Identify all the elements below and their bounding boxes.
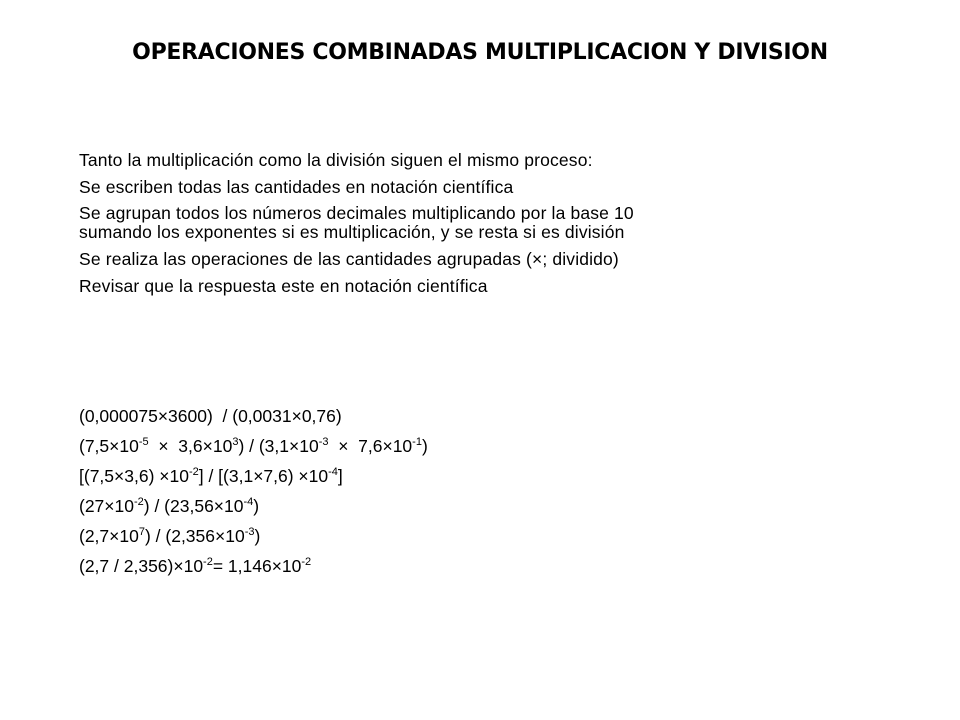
op1-text: (0,000075×3600) / (0,0031×0,76) [79,406,342,426]
op2-b: × 3,6×10 [148,436,233,456]
op6-a-exponent: -2 [203,556,213,568]
step-group-decimals [79,204,839,242]
op5-c: ) [254,526,261,546]
operation-line-2 [79,433,428,463]
op4-b-exponent: -4 [243,496,254,508]
op4-a: (27×10 [79,496,134,516]
operation-line-1 [79,403,428,433]
step-intro: Tanto la multiplicación como la división siguen el mismo proceso: [79,150,593,170]
step-group-decimals-line2: sumando los exponentes si es multiplicación, y se resta si es división [79,222,625,242]
operation-line-3 [79,463,428,493]
op2-e: ) [421,436,428,456]
operation-line-4 [79,493,428,523]
op2-b-exponent: 3 [232,436,239,448]
op3-c: ] [337,466,343,486]
op2-c-exponent: -3 [318,436,329,448]
step-perform-operations: Se realiza las operaciones de las cantidades agrupadas (×; dividido) [79,249,619,269]
operation-line-6 [79,553,428,583]
op3-b-exponent: -4 [328,466,338,478]
op2-d-exponent: -1 [412,436,422,448]
op2-c: ) / (3,1×10 [238,436,319,456]
op5-b: ) / (2,356×10 [144,526,245,546]
op5-a-exponent: 7 [138,526,145,538]
op3-b: ] / [(3,1×7,6) ×10 [198,466,329,486]
step-scientific-notation: Se escriben todas las cantidades en notación científica [79,177,514,197]
op2-d: × 7,6×10 [328,436,413,456]
op3-a-exponent: -2 [188,466,199,478]
op2-a-exponent: -5 [138,436,149,448]
op3-a: [(7,5×3,6) ×10 [79,466,189,486]
op6-a: (2,7 / 2,356)×10 [79,556,204,576]
slide-title: OPERACIONES COMBINADAS MULTIPLICACION Y DIVISION [132,40,828,65]
op6-b: = 1,146×10 [212,556,302,576]
step-check-answer: Revisar que la respuesta este en notación científica [79,276,488,296]
op6-b-exponent: -2 [301,556,312,568]
step-group-decimals-line1: Se agrupan todos los números decimales multiplicando por la base 10 [79,203,634,223]
operation-line-5 [79,523,428,553]
op4-c: ) [253,496,260,516]
procedure-steps [79,150,839,303]
op2-a: (7,5×10 [79,436,139,456]
op4-b: ) / (23,56×10 [143,496,244,516]
worked-example [79,403,428,583]
op5-a: (2,7×10 [79,526,139,546]
op5-b-exponent: -3 [244,526,255,538]
op4-a-exponent: -2 [133,496,144,508]
